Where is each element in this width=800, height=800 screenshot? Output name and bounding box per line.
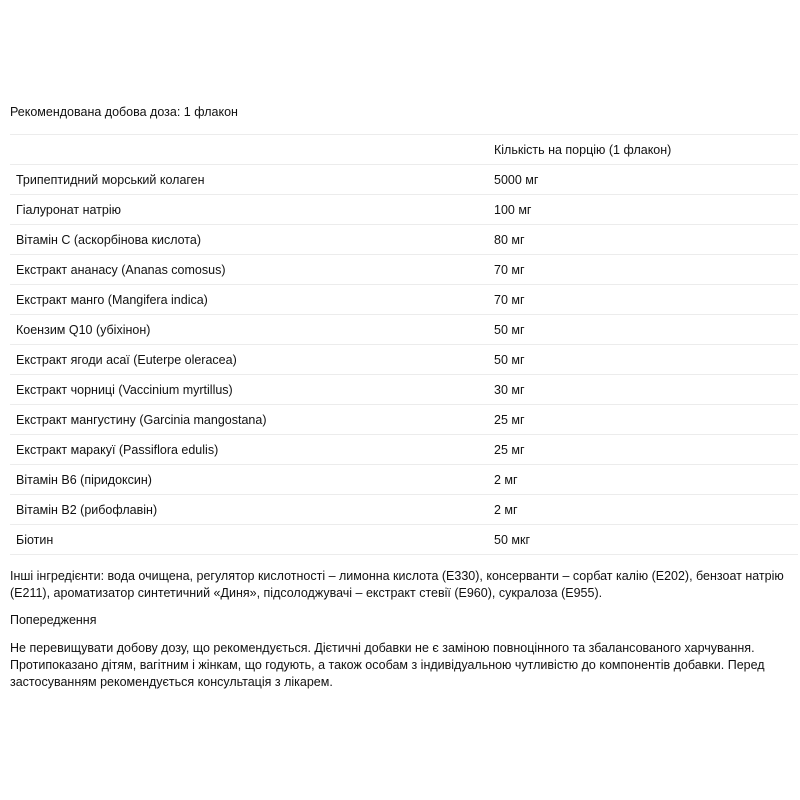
table-row xyxy=(10,315,798,345)
ingredient-name: Біотин xyxy=(10,525,488,555)
table-row xyxy=(10,435,798,465)
ingredient-amount: 25 мг xyxy=(488,405,798,435)
header-ingredient xyxy=(10,135,488,165)
ingredient-name: Гіалуронат натрію xyxy=(10,195,488,225)
ingredient-amount: 2 мг xyxy=(488,465,798,495)
ingredient-name: Екстракт манго (Mangifera indica) xyxy=(10,285,488,315)
ingredient-name: Вітамін С (аскорбінова кислота) xyxy=(10,225,488,255)
ingredient-name: Екстракт маракуї (Passiflora edulis) xyxy=(10,435,488,465)
ingredient-amount: 70 мг xyxy=(488,255,798,285)
ingredient-amount: 70 мг xyxy=(488,285,798,315)
recommended-dose: Рекомендована добова доза: 1 флакон xyxy=(10,105,238,119)
table-row xyxy=(10,495,798,525)
ingredient-amount: 80 мг xyxy=(488,225,798,255)
ingredient-name: Трипептидний морський колаген xyxy=(10,165,488,195)
ingredient-name: Вітамін В6 (піридоксин) xyxy=(10,465,488,495)
header-amount: Кількість на порцію (1 флакон) xyxy=(488,135,798,165)
warnings-text: Не перевищувати добову дозу, що рекомендується. Дієтичні добавки не є заміною повноцінного та збалансованого харчування. Протипоказано дітям, вагітним і жінкам, що годують, а також особам з індивідуальною чутливістю до компонентів добавки. Перед застосуванням рекомендується консультація з лікарем. xyxy=(10,641,765,689)
table-row xyxy=(10,525,798,555)
ingredient-amount: 50 мг xyxy=(488,345,798,375)
ingredient-amount: 5000 мг xyxy=(488,165,798,195)
ingredient-amount: 25 мг xyxy=(488,435,798,465)
table-row xyxy=(10,375,798,405)
table-row xyxy=(10,165,798,195)
ingredients-table xyxy=(10,134,798,555)
other-ingredients: Інші інгредієнти: вода очищена, регулятор кислотності – лимонна кислота (E330), консерванти – сорбат калію (E202), бензоат натрію (E211), ароматизатор синтетичний «Диня», підсолоджувачі – екстракт стевії (E960), сукралоза (E955). xyxy=(10,569,784,600)
ingredient-name: Екстракт мангустину (Garcinia mangostana) xyxy=(10,405,488,435)
ingredient-amount: 50 мкг xyxy=(488,525,798,555)
table-row xyxy=(10,285,798,315)
ingredient-amount: 50 мг xyxy=(488,315,798,345)
table-row xyxy=(10,465,798,495)
table-row xyxy=(10,225,798,255)
ingredient-name: Екстракт чорниці (Vaccinium myrtillus) xyxy=(10,375,488,405)
ingredient-amount: 30 мг xyxy=(488,375,798,405)
warnings-title: Попередження xyxy=(10,613,97,627)
ingredient-name: Вітамін В2 (рибофлавін) xyxy=(10,495,488,525)
ingredient-amount: 100 мг xyxy=(488,195,798,225)
table-row xyxy=(10,405,798,435)
ingredient-name: Екстракт ананасу (Ananas comosus) xyxy=(10,255,488,285)
ingredient-amount: 2 мг xyxy=(488,495,798,525)
ingredient-name: Екстракт ягоди асаї (Euterpe oleracea) xyxy=(10,345,488,375)
table-row xyxy=(10,345,798,375)
table-row xyxy=(10,255,798,285)
table-header-row xyxy=(10,135,798,165)
table-row xyxy=(10,195,798,225)
ingredient-name: Коензим Q10 (убіхінон) xyxy=(10,315,488,345)
